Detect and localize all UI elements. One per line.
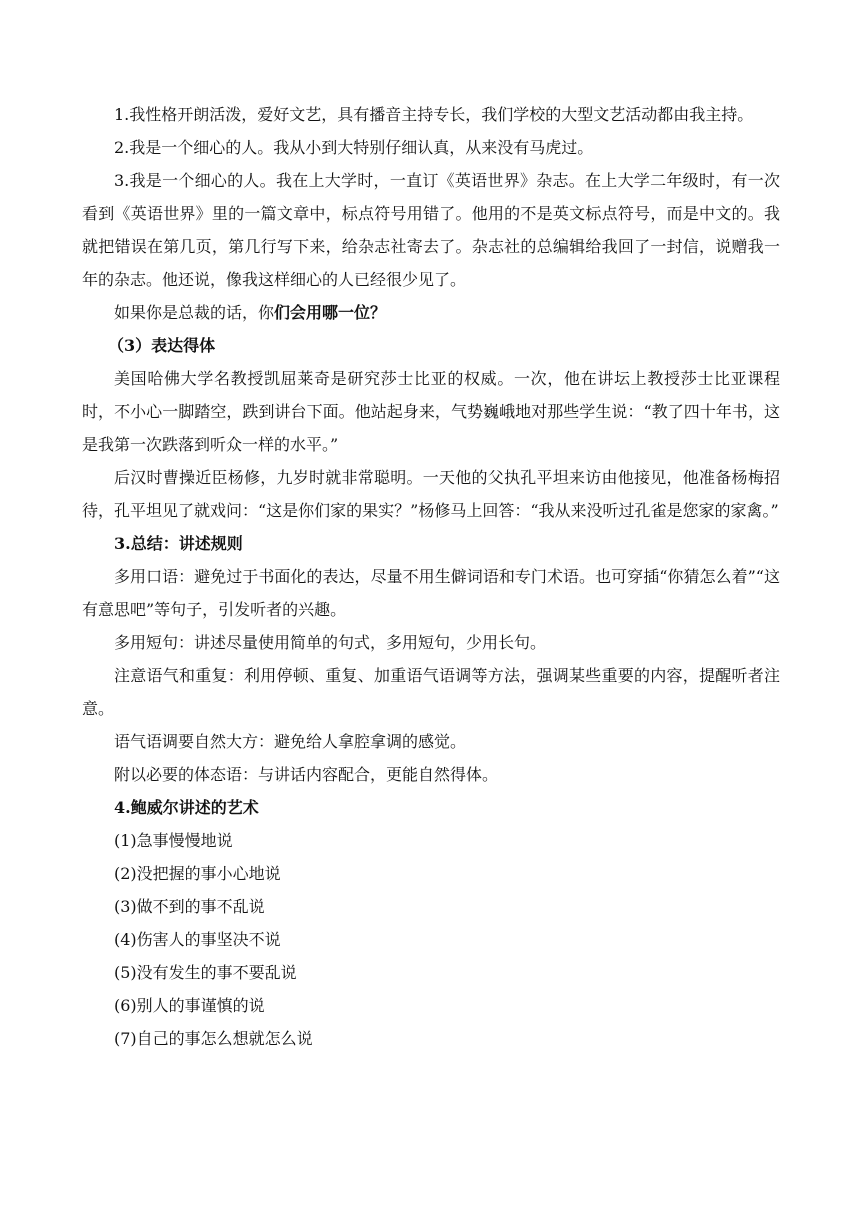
powell-list-item: (6)别人的事谨慎的说 xyxy=(114,996,265,1015)
powell-list-item: (5)没有发生的事不要乱说 xyxy=(114,963,297,982)
story-yang-xiu: 后汉时曹操近臣杨修，九岁时就非常聪明。一天他的父执孔平坦来访由他接见，他准备杨梅招待，孔平坦见了就戏问：“这是你们家的果实？”杨修马上回答：“我从来没听过孔雀是您家的家禽。” xyxy=(82,468,780,520)
candidate-statement-2: 2.我是一个细心的人。我从小到大特别仔细认真，从来没有马虎过。 xyxy=(114,138,594,157)
document-body xyxy=(82,98,780,1055)
question-paragraph xyxy=(82,296,780,329)
section-heading-powell: 4.鲍威尔讲述的艺术 xyxy=(114,798,259,817)
section-heading-expression: （3）表达得体 xyxy=(108,336,216,355)
powell-list-item: (3)做不到的事不乱说 xyxy=(114,897,265,916)
question-bold-text: 们会用哪一位？ xyxy=(274,303,387,322)
question-text: 如果你是总裁的话，你 xyxy=(114,303,275,322)
powell-list-item: (2)没把握的事小心地说 xyxy=(114,864,281,883)
rule-short-sentences: 多用短句：讲述尽量使用简单的句式，多用短句，少用长句。 xyxy=(114,633,547,652)
rule-natural-tone: 语气语调要自然大方：避免给人拿腔拿调的感觉。 xyxy=(114,732,467,751)
story-harvard: 美国哈佛大学名教授凯屈莱奇是研究莎士比亚的权威。一次，他在讲坛上教授莎士比亚课程时，不小心一脚踏空，跌到讲台下面。他站起身来，气势巍峨地对那些学生说：“教了四十年书，这是我第一次跌落到听众一样的水平。” xyxy=(82,369,780,454)
rule-spoken-language: 多用口语：避免过于书面化的表达，尽量不用生僻词语和专门术语。也可穿插“你猜怎么着”“这有意思吧”等句子，引发听者的兴趣。 xyxy=(82,567,780,619)
section-heading-summary: 3.总结：讲述规则 xyxy=(114,534,243,553)
rule-body-language: 附以必要的体态语：与讲话内容配合，更能自然得体。 xyxy=(114,765,499,784)
rule-tone-repetition: 注意语气和重复：利用停顿、重复、加重语气语调等方法，强调某些重要的内容，提醒听者注意。 xyxy=(82,666,780,718)
powell-list-item: (4)伤害人的事坚决不说 xyxy=(114,930,281,949)
powell-list-item: (7)自己的事怎么想就怎么说 xyxy=(114,1029,313,1048)
candidate-statement-3: 3.我是一个细心的人。我在上大学时，一直订《英语世界》杂志。在上大学二年级时，有一次看到《英语世界》里的一篇文章中，标点符号用错了。他用的不是英文标点符号，而是中文的。我就把错误在第几页，第几行写下来，给杂志社寄去了。杂志社的总编辑给我回了一封信，说赠我一年的杂志。他还说，像我这样细心的人已经很少见了。 xyxy=(82,171,780,289)
powell-list-item: (1)急事慢慢地说 xyxy=(114,831,233,850)
candidate-statement-1: 1.我性格开朗活泼，爱好文艺，具有播音主持专长，我们学校的大型文艺活动都由我主持。 xyxy=(114,105,754,124)
